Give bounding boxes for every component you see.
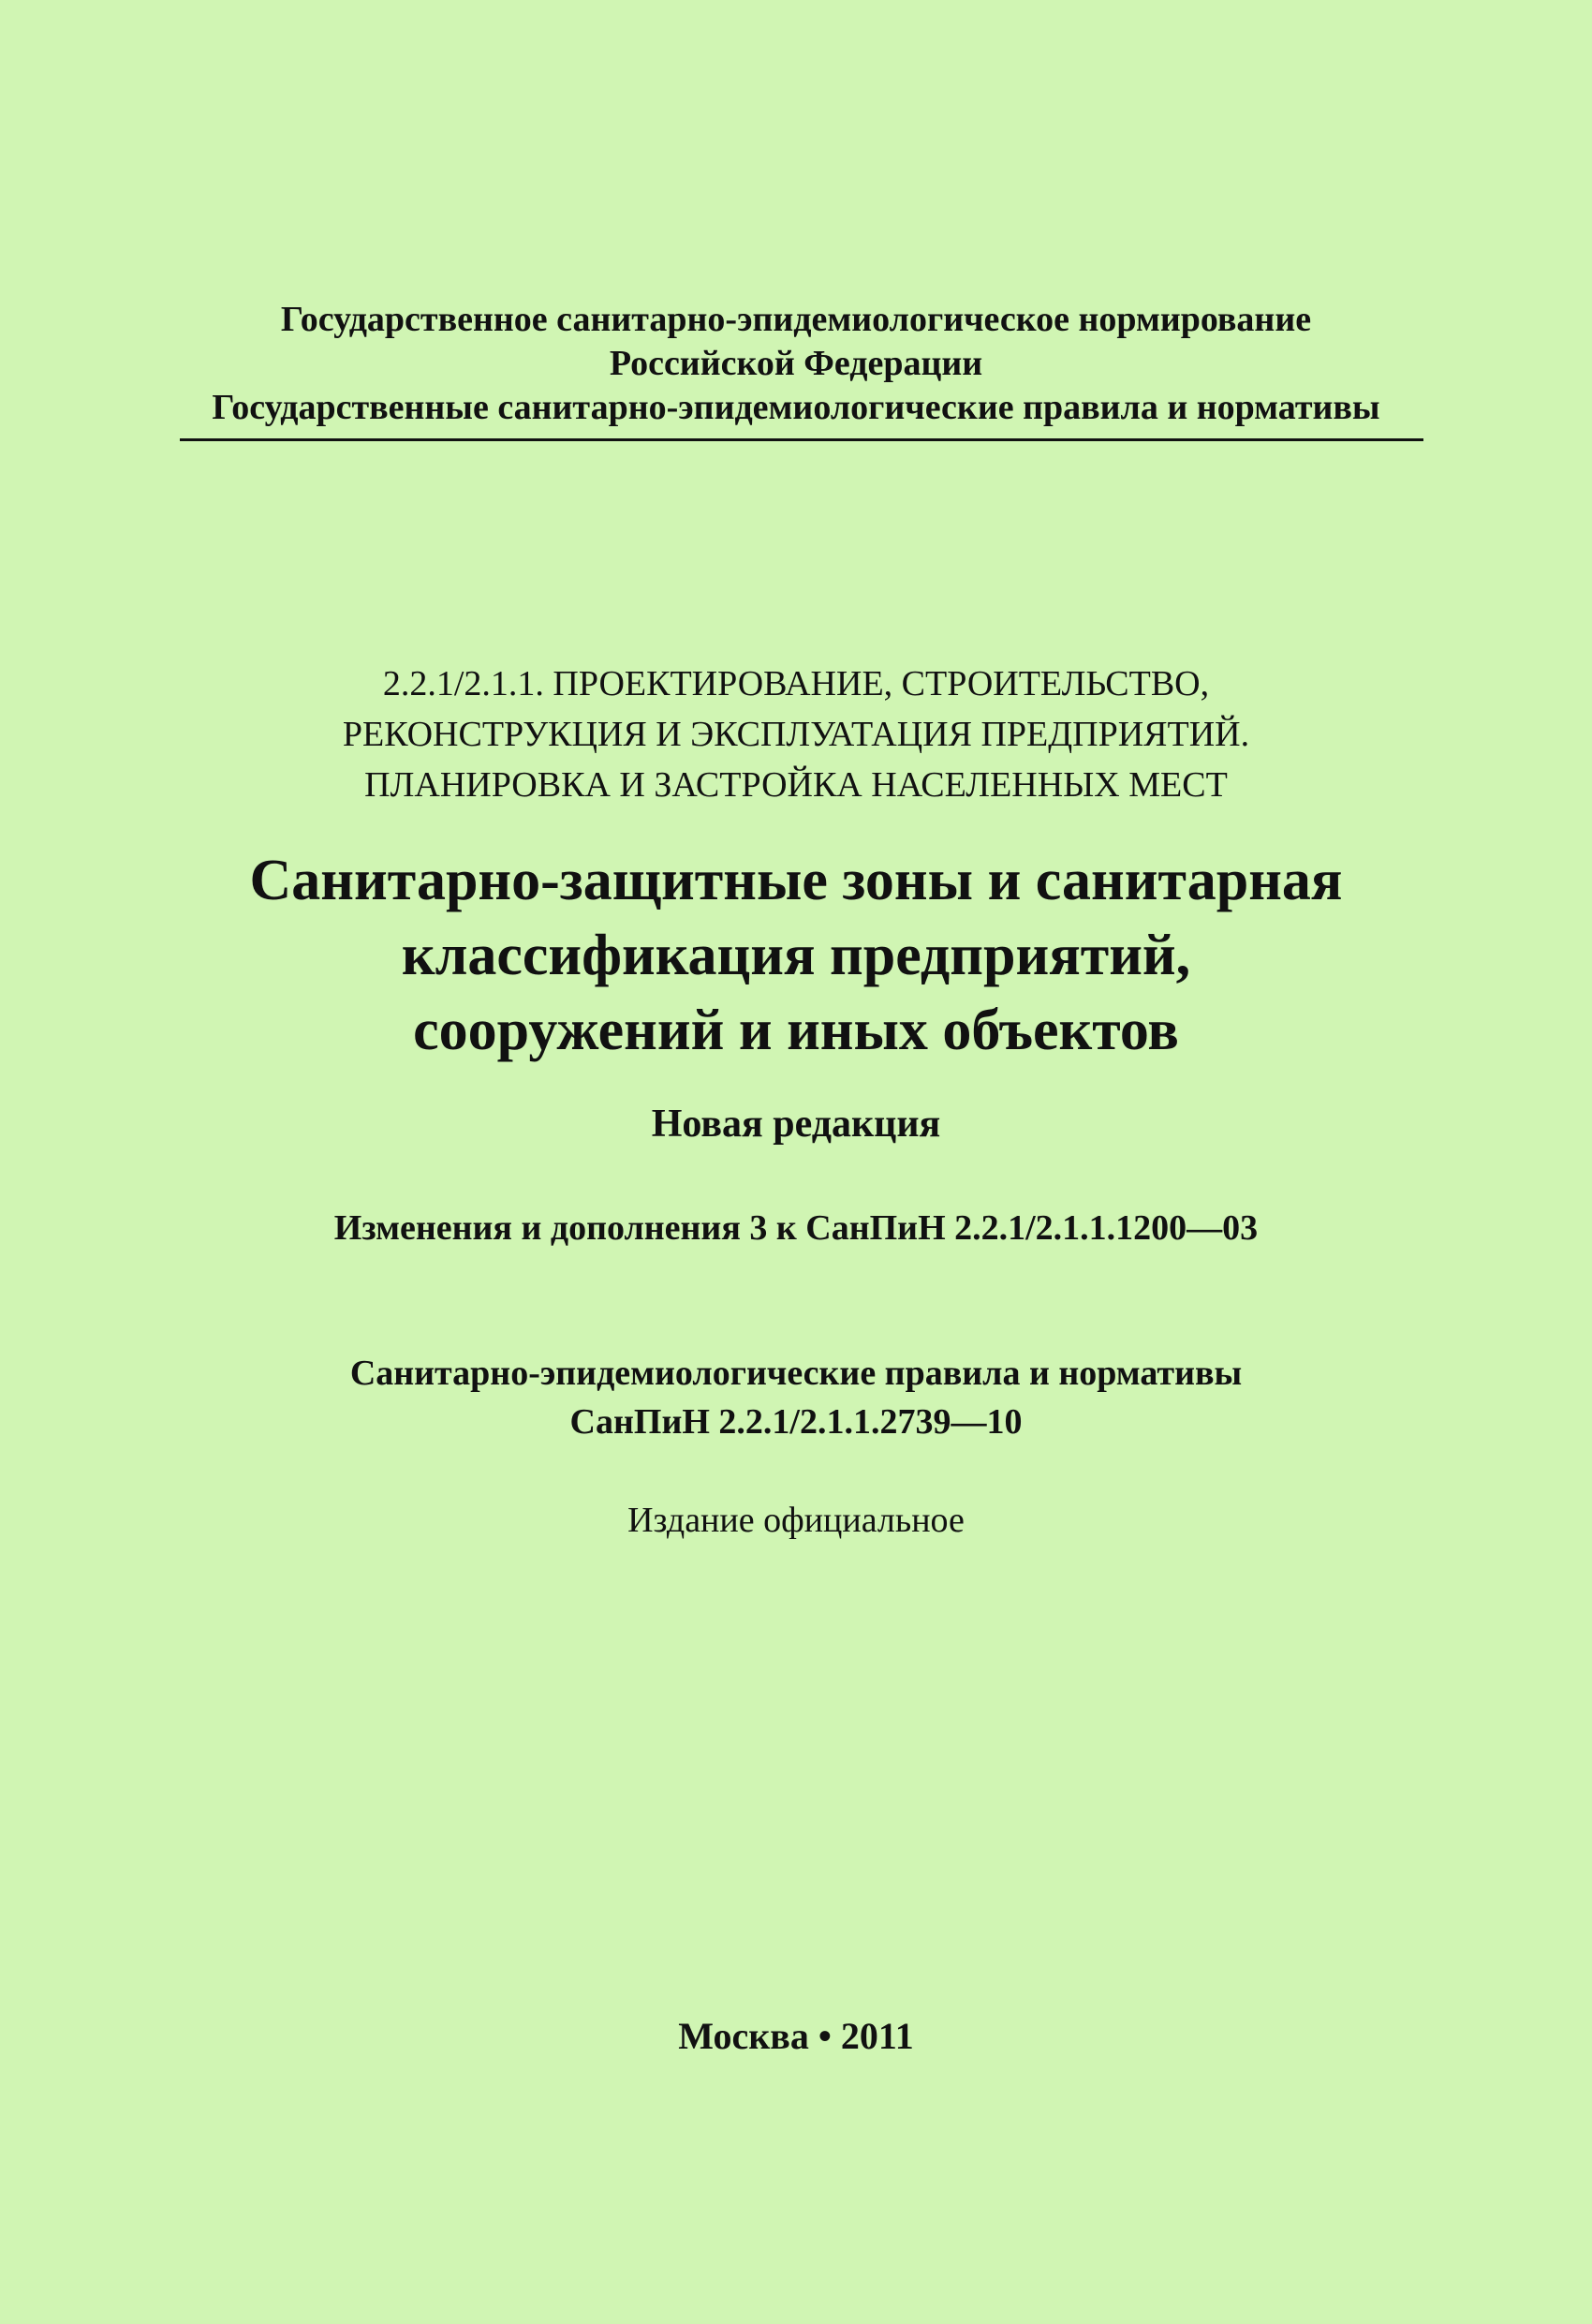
series-line-3: ПЛАНИРОВКА И ЗАСТРОЙКА НАСЕЛЕННЫХ МЕСТ xyxy=(364,765,1228,805)
official-edition-label xyxy=(0,1496,1592,1545)
series-line-1: 2.2.1/2.1.1. ПРОЕКТИРОВАНИЕ, СТРОИТЕЛЬСТВО, xyxy=(382,664,1210,703)
imprint-text: Москва • 2011 xyxy=(678,2015,914,2057)
edition-label xyxy=(0,1098,1592,1150)
imprint xyxy=(0,2011,1592,2062)
title-line-3: сооружений и иных объектов xyxy=(413,999,1179,1062)
header-line-2: Российской Федерации xyxy=(609,344,983,383)
document-title xyxy=(0,843,1592,1068)
header-underline xyxy=(180,438,1423,441)
amendment-text: Изменения и дополнения 3 к СанПиН 2.2.1/2.1.1.1200—03 xyxy=(333,1208,1259,1248)
header-line-3: Государственные санитарно-эпидемиологические правила и нормативы xyxy=(212,388,1380,427)
official-edition-text: Издание официальное xyxy=(627,1501,965,1540)
series-block xyxy=(0,659,1592,810)
rules-line-1: Санитарно-эпидемиологические правила и нормативы xyxy=(349,1354,1243,1393)
amendment-label xyxy=(0,1204,1592,1252)
header-line-1: Государственное санитарно-эпидемиологическое нормирование xyxy=(280,300,1312,339)
rules-line-2: СанПиН 2.2.1/2.1.1.2739—10 xyxy=(569,1402,1023,1442)
rules-block xyxy=(0,1349,1592,1446)
series-line-2: РЕКОНСТРУКЦИЯ И ЭКСПЛУАТАЦИЯ ПРЕДПРИЯТИЙ. xyxy=(342,715,1250,754)
header-block xyxy=(0,298,1592,430)
title-line-2: классификация предприятий, xyxy=(401,924,1191,987)
edition-text: Новая редакция xyxy=(651,1103,941,1146)
title-line-1: Санитарно-защитные зоны и санитарная xyxy=(249,849,1343,912)
